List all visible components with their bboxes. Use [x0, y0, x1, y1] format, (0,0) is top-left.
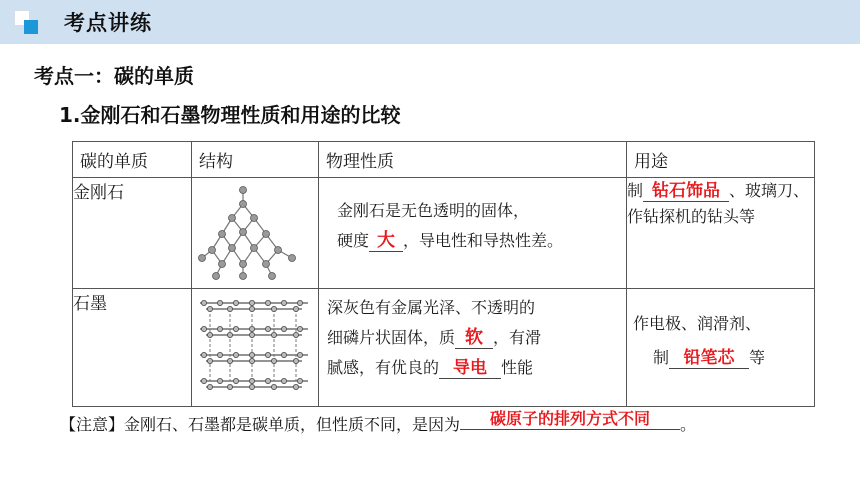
- diamond-use-prefix: 制: [627, 181, 644, 200]
- graphite-texture-label: 细磷片状固体，质: [327, 328, 456, 347]
- header-cell-substance: 碳的单质: [73, 142, 192, 178]
- diamond-name: 金刚石: [73, 183, 124, 203]
- diamond-hardness-label: 硬度: [337, 231, 370, 250]
- graphite-conductivity-answer: 导电: [439, 358, 501, 379]
- graphite-property-line1: 深灰色有金属光泽、不透明的: [327, 298, 536, 317]
- graphite-property-line2: [327, 323, 626, 353]
- banner-title: 考点讲练: [64, 11, 152, 35]
- comparison-table: [72, 141, 815, 407]
- graphite-structure-cell: [192, 289, 319, 407]
- diamond-hardness-answer: 大: [369, 231, 403, 252]
- header-cell-properties: 物理性质: [319, 142, 627, 178]
- graphite-use-line1: 作电极、润滑剂、: [633, 314, 762, 333]
- diamond-uses-cell: [627, 178, 815, 289]
- note-end: 。: [680, 415, 697, 434]
- diamond-properties-cell: [319, 178, 627, 289]
- graphite-property-line3: [327, 353, 626, 383]
- header-cell-structure: 结构: [192, 142, 319, 178]
- graphite-use-prefix: 制: [653, 348, 670, 367]
- graphite-use-rest: 等: [749, 348, 766, 367]
- header-banner: [0, 0, 860, 44]
- header-cell-uses: 用途: [627, 142, 815, 178]
- note-line: [60, 409, 697, 436]
- diamond-name-cell: [73, 178, 192, 289]
- graphite-use-line2: [633, 341, 814, 375]
- graphite-conductivity-label: 腻感，有优良的: [327, 358, 440, 377]
- section-title: 考点一：碳的单质: [34, 64, 194, 88]
- graphite-structure-image: [192, 289, 317, 401]
- diamond-use-answer: 钻石饰品: [643, 181, 729, 202]
- graphite-use-answer: 铅笔芯: [669, 348, 749, 369]
- graphite-texture-answer: 软: [455, 328, 493, 349]
- subsection-title: 1.金刚石和石墨物理性质和用途的比较: [59, 103, 401, 127]
- diamond-property-rest: ，导电性和导热性差。: [403, 231, 564, 250]
- note-answer: 碳原子的排列方式不同: [460, 409, 680, 430]
- diamond-property-line1: 金刚石是无色透明的固体，: [337, 201, 530, 220]
- graphite-properties-cell: [319, 289, 627, 407]
- diamond-property-line2: [337, 226, 626, 256]
- table-row-diamond: [73, 178, 815, 289]
- table-header-row: [73, 142, 815, 178]
- table-row-graphite: [73, 289, 815, 407]
- graphite-texture-rest: ，有滑: [493, 328, 542, 347]
- diamond-structure-cell: [192, 178, 319, 289]
- graphite-conductivity-rest: 性能: [501, 358, 534, 377]
- diamond-structure-image: [192, 178, 317, 283]
- banner-accent-square-icon: [24, 20, 38, 34]
- graphite-name: 石墨: [73, 294, 107, 314]
- note-text: 【注意】金刚石、石墨都是碳单质，但性质不同，是因为: [60, 415, 461, 434]
- graphite-uses-cell: [627, 289, 815, 407]
- diamond-use-rest: 、玻璃刀、作钻探机的钻头等: [627, 181, 810, 226]
- graphite-name-cell: [73, 289, 192, 407]
